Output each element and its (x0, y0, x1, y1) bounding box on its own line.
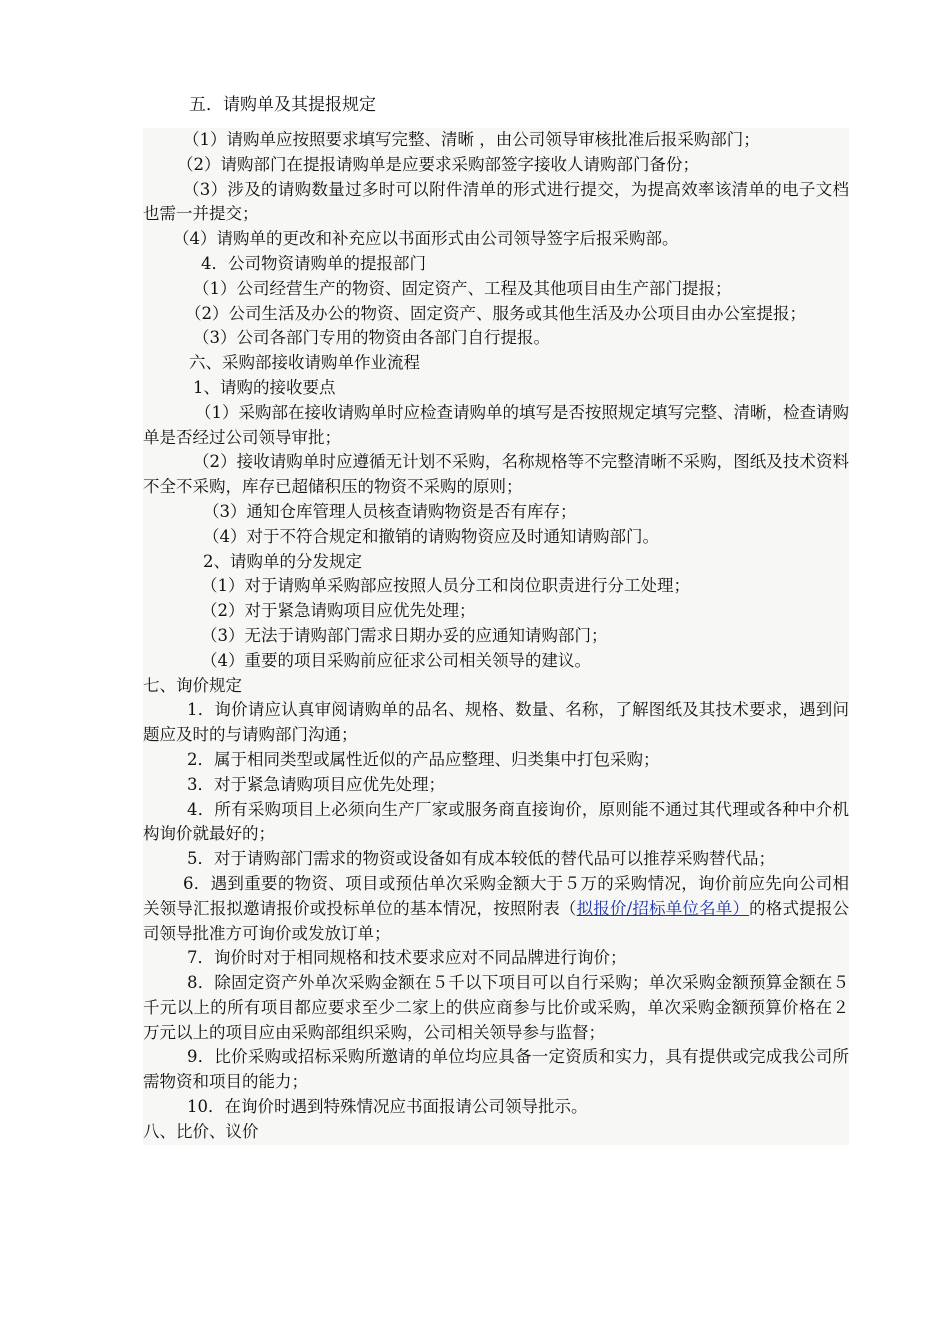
paragraph: （3）涉及的请购数量过多时可以附件清单的形式进行提交，为提高效率该清单的电子文档也需一并提交； (143, 179, 849, 224)
document-body (143, 128, 849, 1145)
paragraph: 1．询价请应认真审阅请购单的品名、规格、数量、名称，了解图纸及其技术要求，遇到问题应及时的与请购部门沟通； (143, 700, 849, 745)
paragraph: （1）公司经营生产的物资、固定资产、工程及其他项目由生产部门提报； (193, 278, 732, 298)
paragraph: 2．属于相同类型或属性近似的产品应整理、归类集中打包采购； (187, 749, 660, 769)
paragraph: 7．询价时对于相同规格和技术要求应对不同品牌进行询价； (187, 948, 627, 968)
paragraph: （4）重要的项目采购前应征求公司相关领导的建议。 (201, 650, 591, 670)
paragraph: 10．在询价时遇到特殊情况应书面报请公司领导批示。 (187, 1097, 588, 1117)
subsection-heading: 2、请购单的分发规定 (203, 551, 362, 571)
paragraph: （1）采购部在接收请购单时应检查请购单的填写是否按照规定填写完整、清晰，检查请购单是否经过公司领导审批； (143, 402, 849, 447)
paragraph-with-link (143, 872, 849, 946)
paragraph: 9．比价采购或招标采购所邀请的单位均应具备一定资质和实力，具有提供或完成我公司所需物资和项目的能力； (143, 1047, 849, 1092)
attachment-link[interactable]: 拟报价/招标单位名单） (576, 898, 750, 918)
section-heading: 五．请购单及其提报规定 (189, 95, 376, 115)
paragraph-text: 的格式提报公司领导批准方可询价或发放订单； (143, 898, 850, 943)
paragraph: （3）无法于请购部门需求日期办妥的应通知请购部门； (201, 625, 608, 645)
paragraph: （4）对于不符合规定和撤销的请购物资应及时通知请购部门。 (203, 526, 659, 546)
section-heading: 七、询价规定 (143, 675, 242, 695)
section-heading: 八、比价、议价 (143, 1121, 259, 1141)
paragraph: 3．对于紧急请购项目应优先处理； (187, 774, 445, 794)
paragraph: （4）请购单的更改和补充应以书面形式由公司领导签字后报采购部。 (173, 229, 679, 249)
paragraph-text: 6．遇到重要的物资、项目或预估单次采购金额大于５万的采购情况，询价前应先向公司相关领导汇报拟邀请报价或投标单位的基本情况，按照附表（ (143, 873, 849, 918)
paragraph: （3）通知仓库管理人员核查请购物资是否有库存； (203, 501, 577, 521)
paragraph: （2）请购部门在提报请购单是应要求采购部签字接收人请购部门备份； (177, 154, 699, 174)
paragraph: （1）请购单应按照要求填写完整、清晰 ，由公司领导审核批准后报采购部门； (183, 130, 760, 149)
paragraph: （2）公司生活及办公的物资、固定资产、服务或其他生活及办公项目由办公室提报； (185, 303, 806, 323)
section-heading: 六、采购部接收请购单作业流程 (189, 353, 420, 373)
paragraph: 5．对于请购部门需求的物资或设备如有成本较低的替代品可以推荐采购替代品； (187, 849, 775, 869)
paragraph: 4．所有采购项目上必须向生产厂家或服务商直接询价，原则能不通过其代理或各种中介机构询价就最好的； (143, 799, 849, 844)
paragraph: （3）公司各部门专用的物资由各部门自行提报。 (193, 328, 550, 348)
paragraph: （2）接收请购单时应遵循无计划不采购，名称规格等不完整清晰不采购，图纸及技术资料不全不采购，库存已超储积压的物资不采购的原则； (143, 452, 849, 497)
paragraph: 8．除固定资产外单次采购金额在５千以下项目可以自行采购；单次采购金额预算金额在５千元以上的所有项目都应要求至少二家上的供应商参与比价或采购，单次采购金额预算价格在２万元以上的项目应由采购部组织采购，公司相关领导参与监督； (143, 973, 849, 1042)
subsection-heading: 4．公司物资请购单的提报部门 (201, 253, 426, 273)
paragraph: （2）对于紧急请购项目应优先处理； (201, 601, 476, 621)
subsection-heading: 1、请购的接收要点 (193, 377, 336, 397)
paragraph: （1）对于请购单采购部应按照人员分工和岗位职责进行分工处理； (201, 576, 690, 596)
